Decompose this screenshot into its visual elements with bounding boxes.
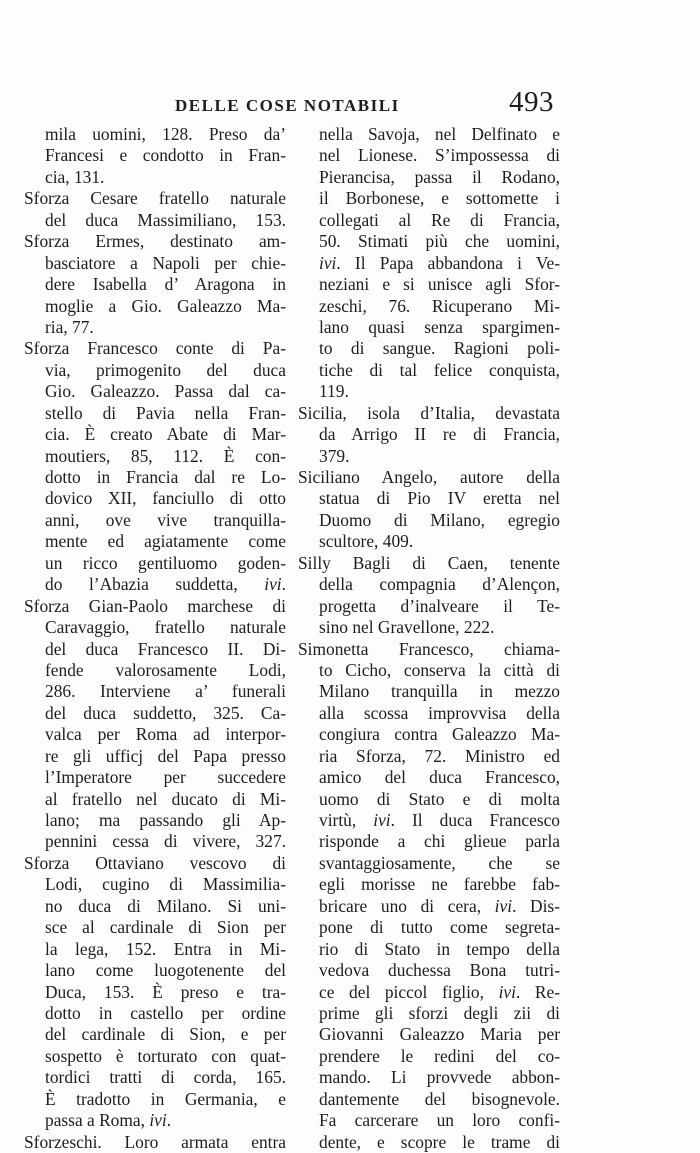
index-line: risponde a chi glieue parla — [319, 831, 560, 852]
index-line: Duomo di Milano, egregio — [319, 509, 560, 530]
index-line: Sforza Cesare fratello naturale — [24, 188, 286, 209]
index-line: tiche di tal felice conquista, — [319, 359, 560, 380]
index-line: del duca suddetto, 325. Ca- — [45, 702, 286, 723]
index-line: Sforza Gian-Paolo marchese di — [24, 595, 286, 616]
index-line: l’Imperatore per succedere — [45, 767, 286, 788]
index-line: ria, 77. — [45, 316, 94, 337]
index-line: lano come luogotenente del — [45, 960, 286, 981]
index-line: dantemente del bisognevole. — [319, 1088, 560, 1109]
index-line: da Arrigo II re di Francia, — [319, 424, 560, 445]
index-column-right — [298, 124, 560, 1153]
index-line: egli morisse ne farebbe fab- — [319, 874, 560, 895]
index-line: pennini cessa di vivere, 327. — [45, 831, 286, 852]
index-line: valca per Roma ad interpor- — [45, 724, 286, 745]
index-line: uomo di Stato e di molta — [319, 788, 560, 809]
index-line: collegati al Re di Francia, — [319, 209, 560, 230]
index-line: bricare uno di cera, ivi. Dis- — [319, 895, 560, 916]
index-line: del duca Massimiliano, 153. — [45, 209, 286, 230]
index-line: sce al cardinale di Sion per — [45, 917, 286, 938]
index-line: dotto in Francia dal re Lo- — [45, 467, 286, 487]
index-line: Fa carcerare un loro confi- — [319, 1110, 560, 1131]
index-line: scultore, 409. — [319, 531, 414, 552]
index-line: mila uomini, 128. Preso da’ — [45, 124, 286, 144]
index-line: congiura contra Galeazzo Ma- — [319, 724, 560, 745]
index-line: 119. — [319, 381, 349, 402]
index-line: Gio. Galeazzo. Passa dal ca- — [45, 381, 286, 402]
index-line: al fratello nel ducato di Mi- — [45, 788, 286, 809]
index-line: to di sangue. Ragioni poli- — [319, 338, 560, 359]
index-line: Caravaggio, fratello naturale — [45, 617, 286, 638]
index-line: mente ed agiatamente come — [45, 531, 286, 552]
index-line: passa a Roma, ivi. — [45, 1110, 172, 1131]
page-number: 493 — [509, 86, 554, 118]
index-line: Milano tranquilla in mezzo — [319, 681, 560, 702]
index-line: fende valorosamente Lodi, — [45, 659, 286, 680]
index-line: statua di Pio IV eretta nel — [319, 488, 560, 509]
index-line: to Cicho, conserva la città di — [319, 659, 560, 680]
index-line: vedova duchessa Bona tutri- — [319, 960, 560, 981]
running-head — [0, 86, 700, 126]
index-line: ce del piccol figlio, ivi. Re- — [319, 981, 560, 1002]
index-column-left — [24, 124, 286, 1153]
index-line: stello di Pavia nella Fran- — [45, 402, 286, 423]
index-line: Sforzeschi. Loro armata entra — [24, 1131, 286, 1152]
index-line: della compagnia d’Alençon, — [319, 574, 560, 595]
index-line: 379. — [319, 445, 350, 466]
index-line: Sforza Ermes, destinato am- — [24, 231, 286, 252]
index-line: prendere le redini del co- — [319, 1045, 560, 1066]
index-line: via, primogenito del duca — [45, 359, 286, 380]
index-line: lano quasi senza spargimen- — [319, 316, 560, 337]
index-line: amico del duca Francesco, — [319, 767, 560, 788]
index-line: re gli ufficj del Papa presso — [45, 745, 286, 766]
index-line: moglie a Gio. Galeazzo Ma- — [45, 295, 286, 316]
index-line: un ricco gentiluomo goden- — [45, 552, 286, 573]
index-line: Silly Bagli di Caen, tenente — [298, 552, 560, 573]
index-line: del duca Francesco II. Di- — [45, 638, 286, 659]
index-line: alla scossa improvvisa della — [319, 702, 560, 723]
index-line: no duca di Milano. Si uni- — [45, 895, 286, 916]
index-line: dovico XII, fanciullo di otto — [45, 488, 286, 509]
index-line: dente, e scopre le trame di — [319, 1131, 560, 1152]
index-line: Siciliano Angelo, autore della — [298, 467, 560, 487]
index-line: progetta d’inalveare il Te- — [319, 595, 560, 616]
index-line: pone di tutto come segreta- — [319, 917, 560, 938]
index-line: moutiers, 85, 112. È con- — [45, 445, 286, 466]
index-line: do l’Abazia suddetta, ivi. — [45, 574, 286, 595]
index-line: basciatore a Napoli per chie- — [45, 252, 286, 273]
index-line: tordici tratti di corda, 165. — [45, 1067, 286, 1088]
index-line: Simonetta Francesco, chiama- — [298, 638, 560, 659]
index-line: ria Sforza, 72. Ministro ed — [319, 745, 560, 766]
index-line: Duca, 153. È preso e tra- — [45, 981, 286, 1002]
index-line: prime gli sforzi degli zii di — [319, 1002, 560, 1023]
index-line: virtù, ivi. Il duca Francesco — [319, 810, 561, 830]
index-line: svantaggiosamente, che se — [319, 852, 560, 873]
index-line: Francesi e condotto in Fran- — [45, 145, 286, 166]
index-line: Giovanni Galeazzo Maria per — [319, 1024, 560, 1045]
index-line: neziani e si unisce agli Sfor- — [319, 274, 560, 295]
index-line: anni, ove vive tranquilla- — [45, 509, 286, 530]
index-line: cia. È creato Abate di Mar- — [45, 424, 286, 445]
index-line: la lega, 152. Entra in Mi- — [45, 938, 286, 959]
index-line: sino nel Gravellone, 222. — [319, 617, 495, 638]
index-line: il Borbonese, e sottomette i — [319, 188, 560, 209]
index-line: zeschi, 76. Ricuperano Mi- — [319, 295, 560, 316]
index-line: dere Isabella d’ Aragona in — [45, 274, 286, 295]
index-line: cia, 131. — [45, 166, 105, 187]
index-line: Sforza Ottaviano vescovo di — [24, 852, 286, 873]
index-line: Lodi, cugino di Massimilia- — [45, 874, 286, 895]
running-title: DELLE COSE NOTABILI — [175, 96, 400, 115]
index-line: rio di Stato in tempo della — [319, 938, 560, 959]
index-line: nella Savoja, nel Delfinato e — [319, 124, 560, 144]
index-line: Sicilia, isola d’Italia, devastata — [298, 402, 560, 423]
index-line: Pierancisa, passa il Rodano, — [319, 166, 560, 187]
index-line: 50. Stimati più che uomini, — [319, 231, 560, 252]
index-line: dotto in castello per ordine — [45, 1002, 286, 1023]
index-line: nel Lionese. S’impossessa di — [319, 145, 560, 166]
index-line: ivi. Il Papa abbandona i Ve- — [319, 252, 560, 273]
index-line: È tradotto in Germania, e — [45, 1088, 286, 1109]
index-line: 286. Interviene a’ funerali — [45, 681, 286, 702]
index-line: sospetto è torturato con quat- — [45, 1045, 286, 1066]
index-line: mando. Li provvede abbon- — [319, 1067, 560, 1088]
index-line: del cardinale di Sion, e per — [45, 1024, 286, 1045]
index-line: Sforza Francesco conte di Pa- — [24, 338, 286, 359]
index-line: lano; ma passando gli Ap- — [45, 810, 286, 830]
